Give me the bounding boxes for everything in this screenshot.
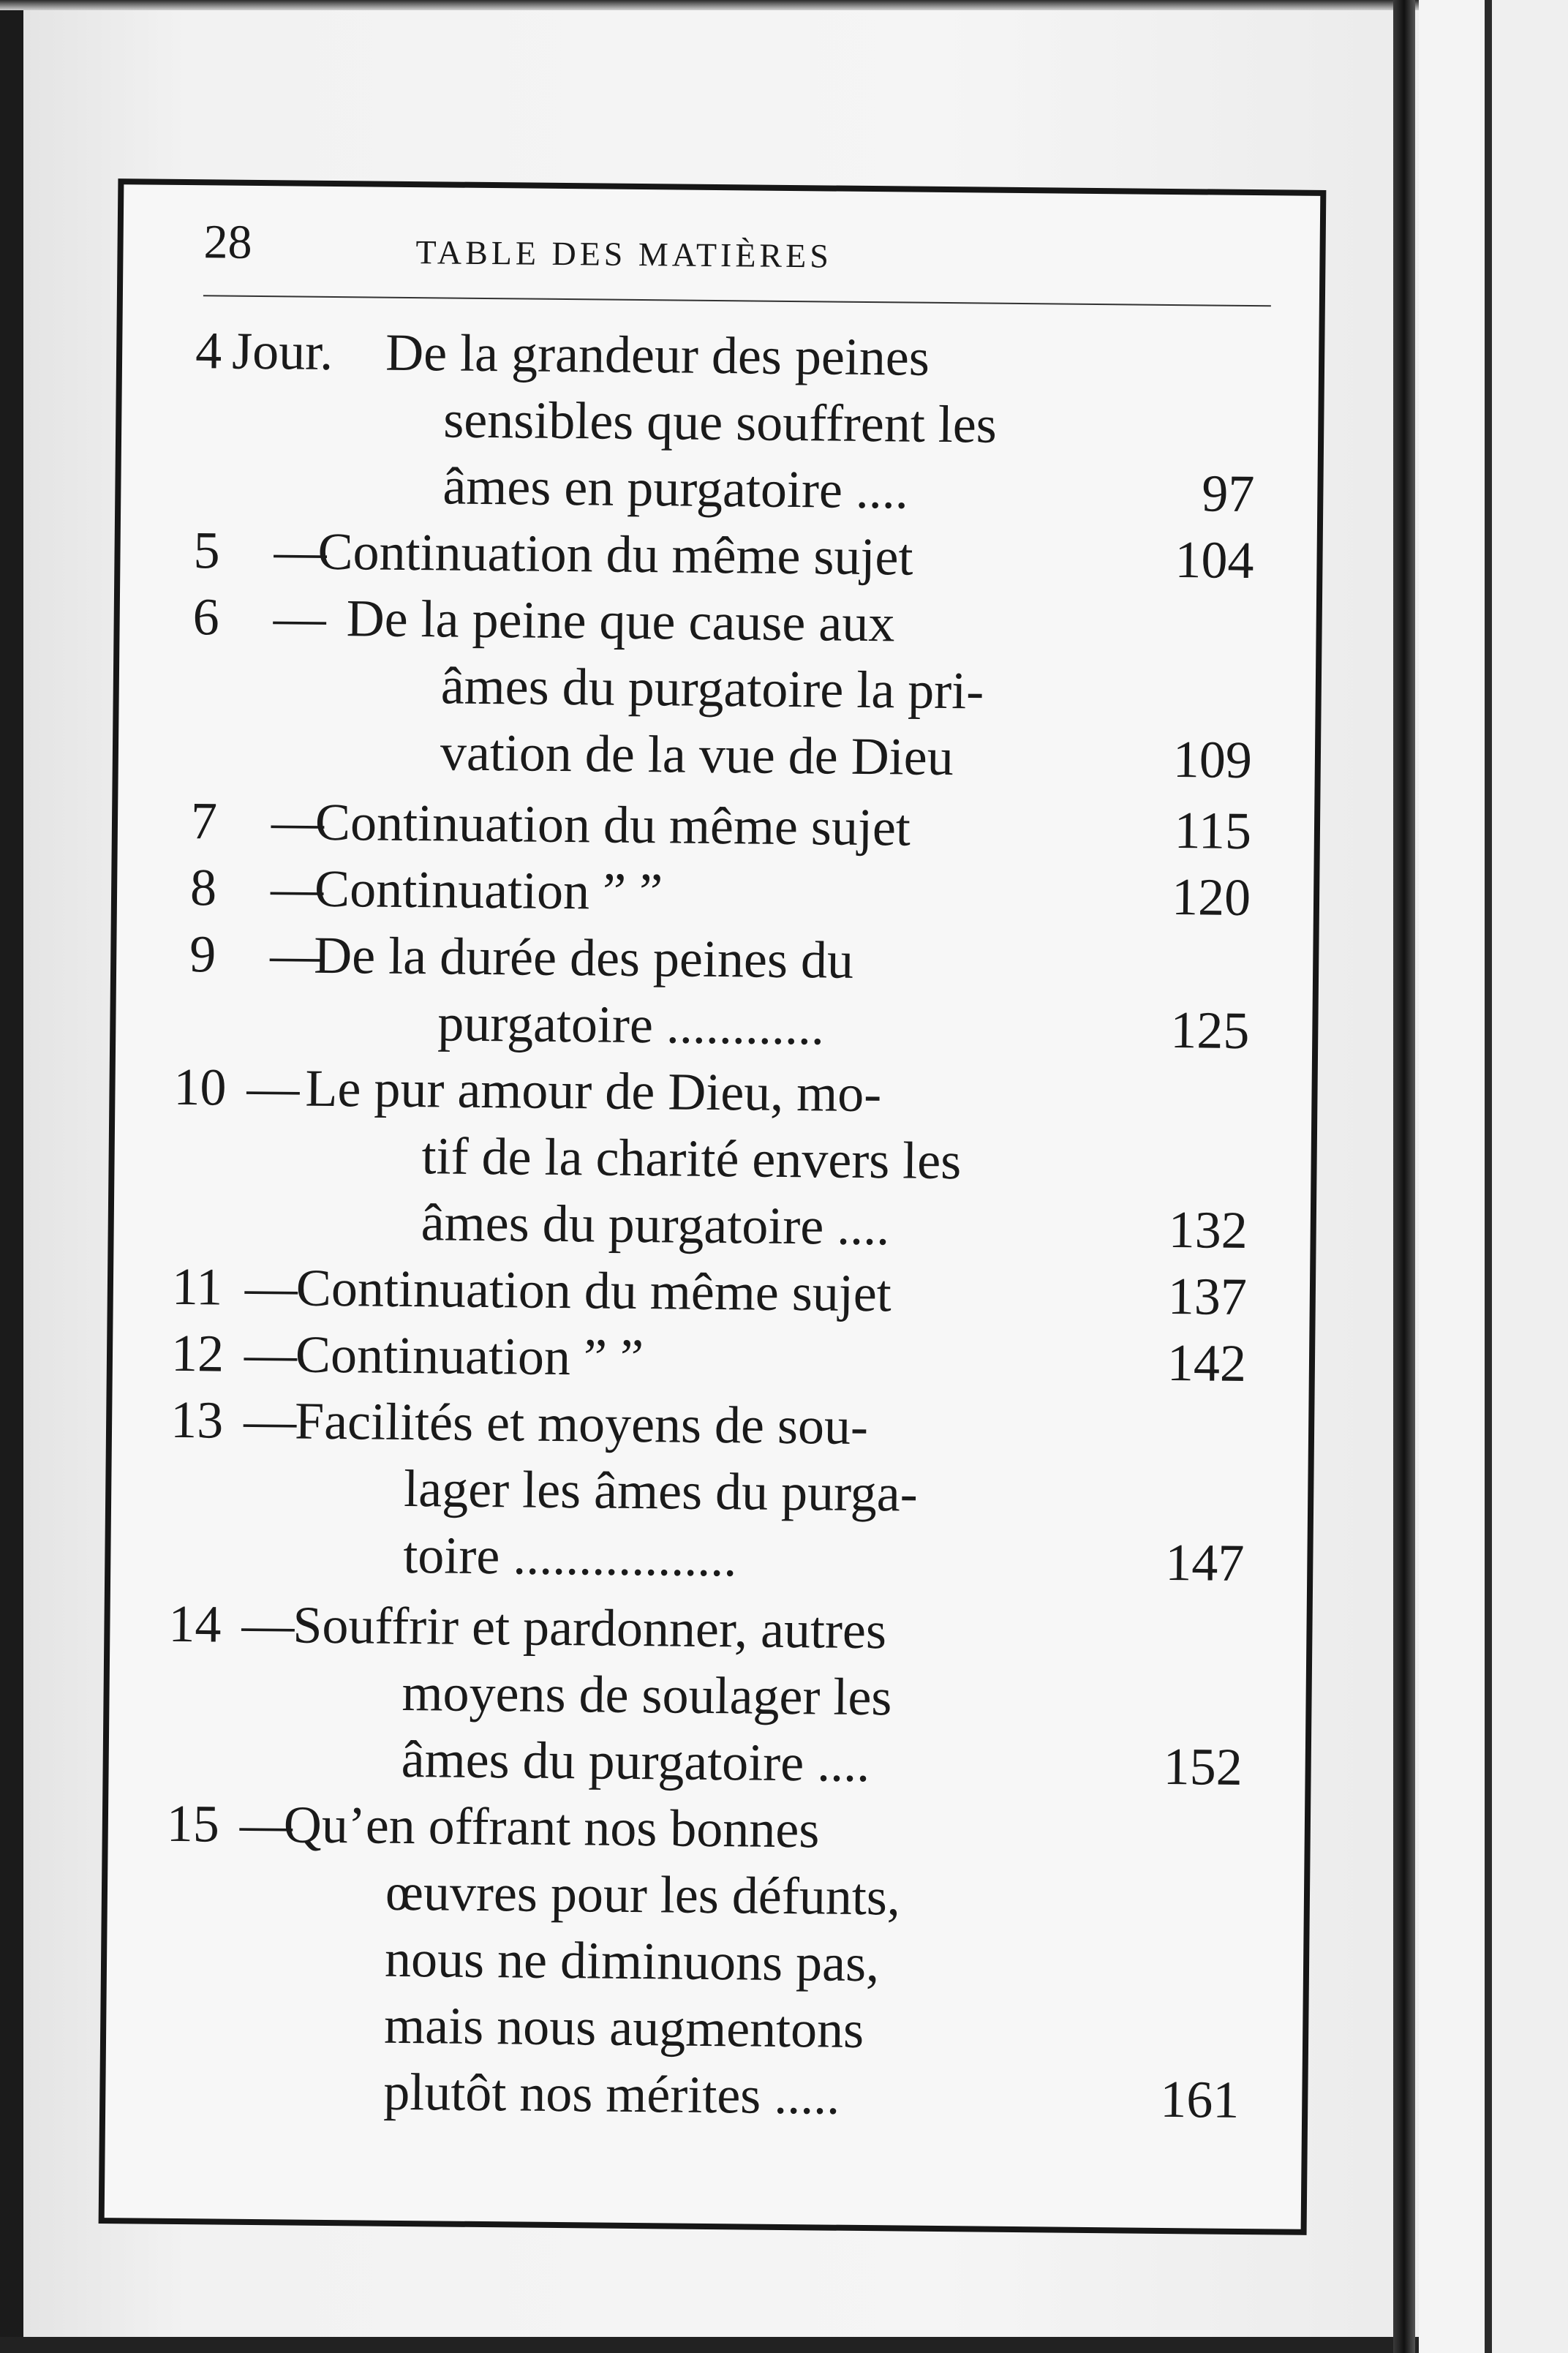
toc-entry-title: Continuation du même sujet — [317, 522, 913, 587]
toc-page-number: 104 — [1175, 530, 1254, 590]
toc-entry-title: âmes en purgatoire .... — [442, 456, 909, 520]
toc-entry-title: Le pur amour de Dieu, mo- — [305, 1058, 882, 1123]
toc-entry-title: vation de la vue de Dieu — [440, 723, 954, 787]
toc-page-number: 152 — [1163, 1736, 1243, 1796]
toc-page-number: 109 — [1172, 730, 1253, 790]
toc-page-number: 137 — [1167, 1266, 1248, 1327]
toc-entry-title: De la peine que cause aux — [346, 589, 895, 653]
toc-dash: — — [244, 1257, 298, 1317]
toc-entry-number: 13 — [170, 1390, 224, 1450]
film-edge-left — [0, 0, 23, 2353]
toc-dash: — — [270, 859, 324, 918]
toc-page-number: 132 — [1168, 1200, 1248, 1260]
toc-entry-title: sensibles que souffrent les — [442, 390, 998, 454]
toc-entry-number: 15 — [166, 1793, 220, 1853]
toc-entry-number: 6 — [192, 587, 220, 647]
toc-dash: — — [274, 522, 327, 581]
toc-entry-number: 5 — [193, 521, 220, 580]
toc-entry-title: tif de la charité envers les — [421, 1126, 962, 1191]
toc-entry-title: Souffrir et pardonner, autres — [293, 1595, 887, 1660]
toc-entry-number: 11 — [171, 1257, 223, 1317]
toc-dash: — — [271, 792, 325, 851]
film-edge-top — [0, 0, 1568, 10]
toc-dash: — — [269, 925, 323, 985]
toc-entry-number: 10 — [173, 1057, 227, 1117]
toc-entry-number: 14 — [168, 1594, 222, 1654]
toc-page-number: 125 — [1169, 1001, 1250, 1061]
book-spine-edge — [1485, 0, 1492, 2353]
book-spine — [1393, 0, 1415, 2353]
toc-page-number: 120 — [1171, 867, 1251, 927]
toc-entry-title: Continuation ” ” — [314, 859, 663, 922]
toc-dash: — — [244, 1324, 298, 1384]
toc-entry-title: œuvres pour les défunts, — [385, 1862, 901, 1927]
toc-entry-title: purgatoire ............ — [437, 993, 825, 1056]
toc-entry-title: De la grandeur des peines — [385, 323, 930, 387]
toc-page-number: 97 — [1202, 464, 1255, 524]
facing-page-margin — [1492, 0, 1568, 2353]
toc-entry-title: Qu’en offrant nos bonnes — [283, 1795, 820, 1859]
toc-entry-number: 9 — [189, 925, 216, 984]
toc-page-number: 147 — [1164, 1532, 1245, 1593]
toc-entry-title: âmes du purgatoire .... — [401, 1729, 870, 1793]
toc-entry-title: plutôt nos mérites ..... — [382, 2062, 840, 2126]
toc-dash: — — [246, 1058, 300, 1118]
film-edge-bottom — [0, 2337, 1568, 2353]
toc-entry-title: âmes du purgatoire la pri- — [440, 656, 984, 720]
toc-dash: — — [241, 1595, 295, 1654]
toc-entry-number: 4 — [195, 321, 222, 380]
toc-entry-title: Continuation du même sujet — [295, 1258, 892, 1323]
toc-entry-title: Continuation du même sujet — [314, 792, 911, 857]
toc-dash: — — [243, 1390, 297, 1450]
toc-entry-number: 8 — [189, 858, 217, 917]
facing-page-edge — [1419, 0, 1485, 2353]
toc-entry-title: Continuation ” ” — [295, 1325, 644, 1388]
toc-page-number: 142 — [1166, 1333, 1247, 1393]
table-of-contents — [105, 184, 1321, 2229]
page-number: 28 — [203, 215, 252, 269]
toc-entry-number: 7 — [190, 791, 218, 851]
toc-dash: — — [239, 1794, 293, 1854]
toc-dash: — — [273, 588, 327, 647]
toc-page-number: 115 — [1174, 801, 1252, 861]
toc-entry-title: mais nous augmentons — [383, 1995, 864, 2060]
toc-day-label: Jour. — [231, 321, 333, 381]
toc-entry-title: De la durée des peines du — [313, 925, 854, 990]
toc-entry-title: nous ne diminuons pas, — [384, 1929, 880, 1993]
running-head: TABLE DES MATIÈRES — [415, 233, 833, 275]
toc-entry-title: Facilités et moyens de sou- — [294, 1391, 869, 1456]
toc-page-number: 161 — [1159, 2069, 1240, 2129]
toc-entry-title: moyens de soulager les — [402, 1663, 892, 1727]
toc-entry-title: toire ................. — [403, 1525, 737, 1588]
toc-entry-title: lager les âmes du purga- — [403, 1458, 919, 1523]
page-frame — [99, 178, 1327, 2235]
toc-entry-title: âmes du purgatoire .... — [421, 1193, 890, 1257]
toc-entry-number: 12 — [170, 1323, 225, 1383]
